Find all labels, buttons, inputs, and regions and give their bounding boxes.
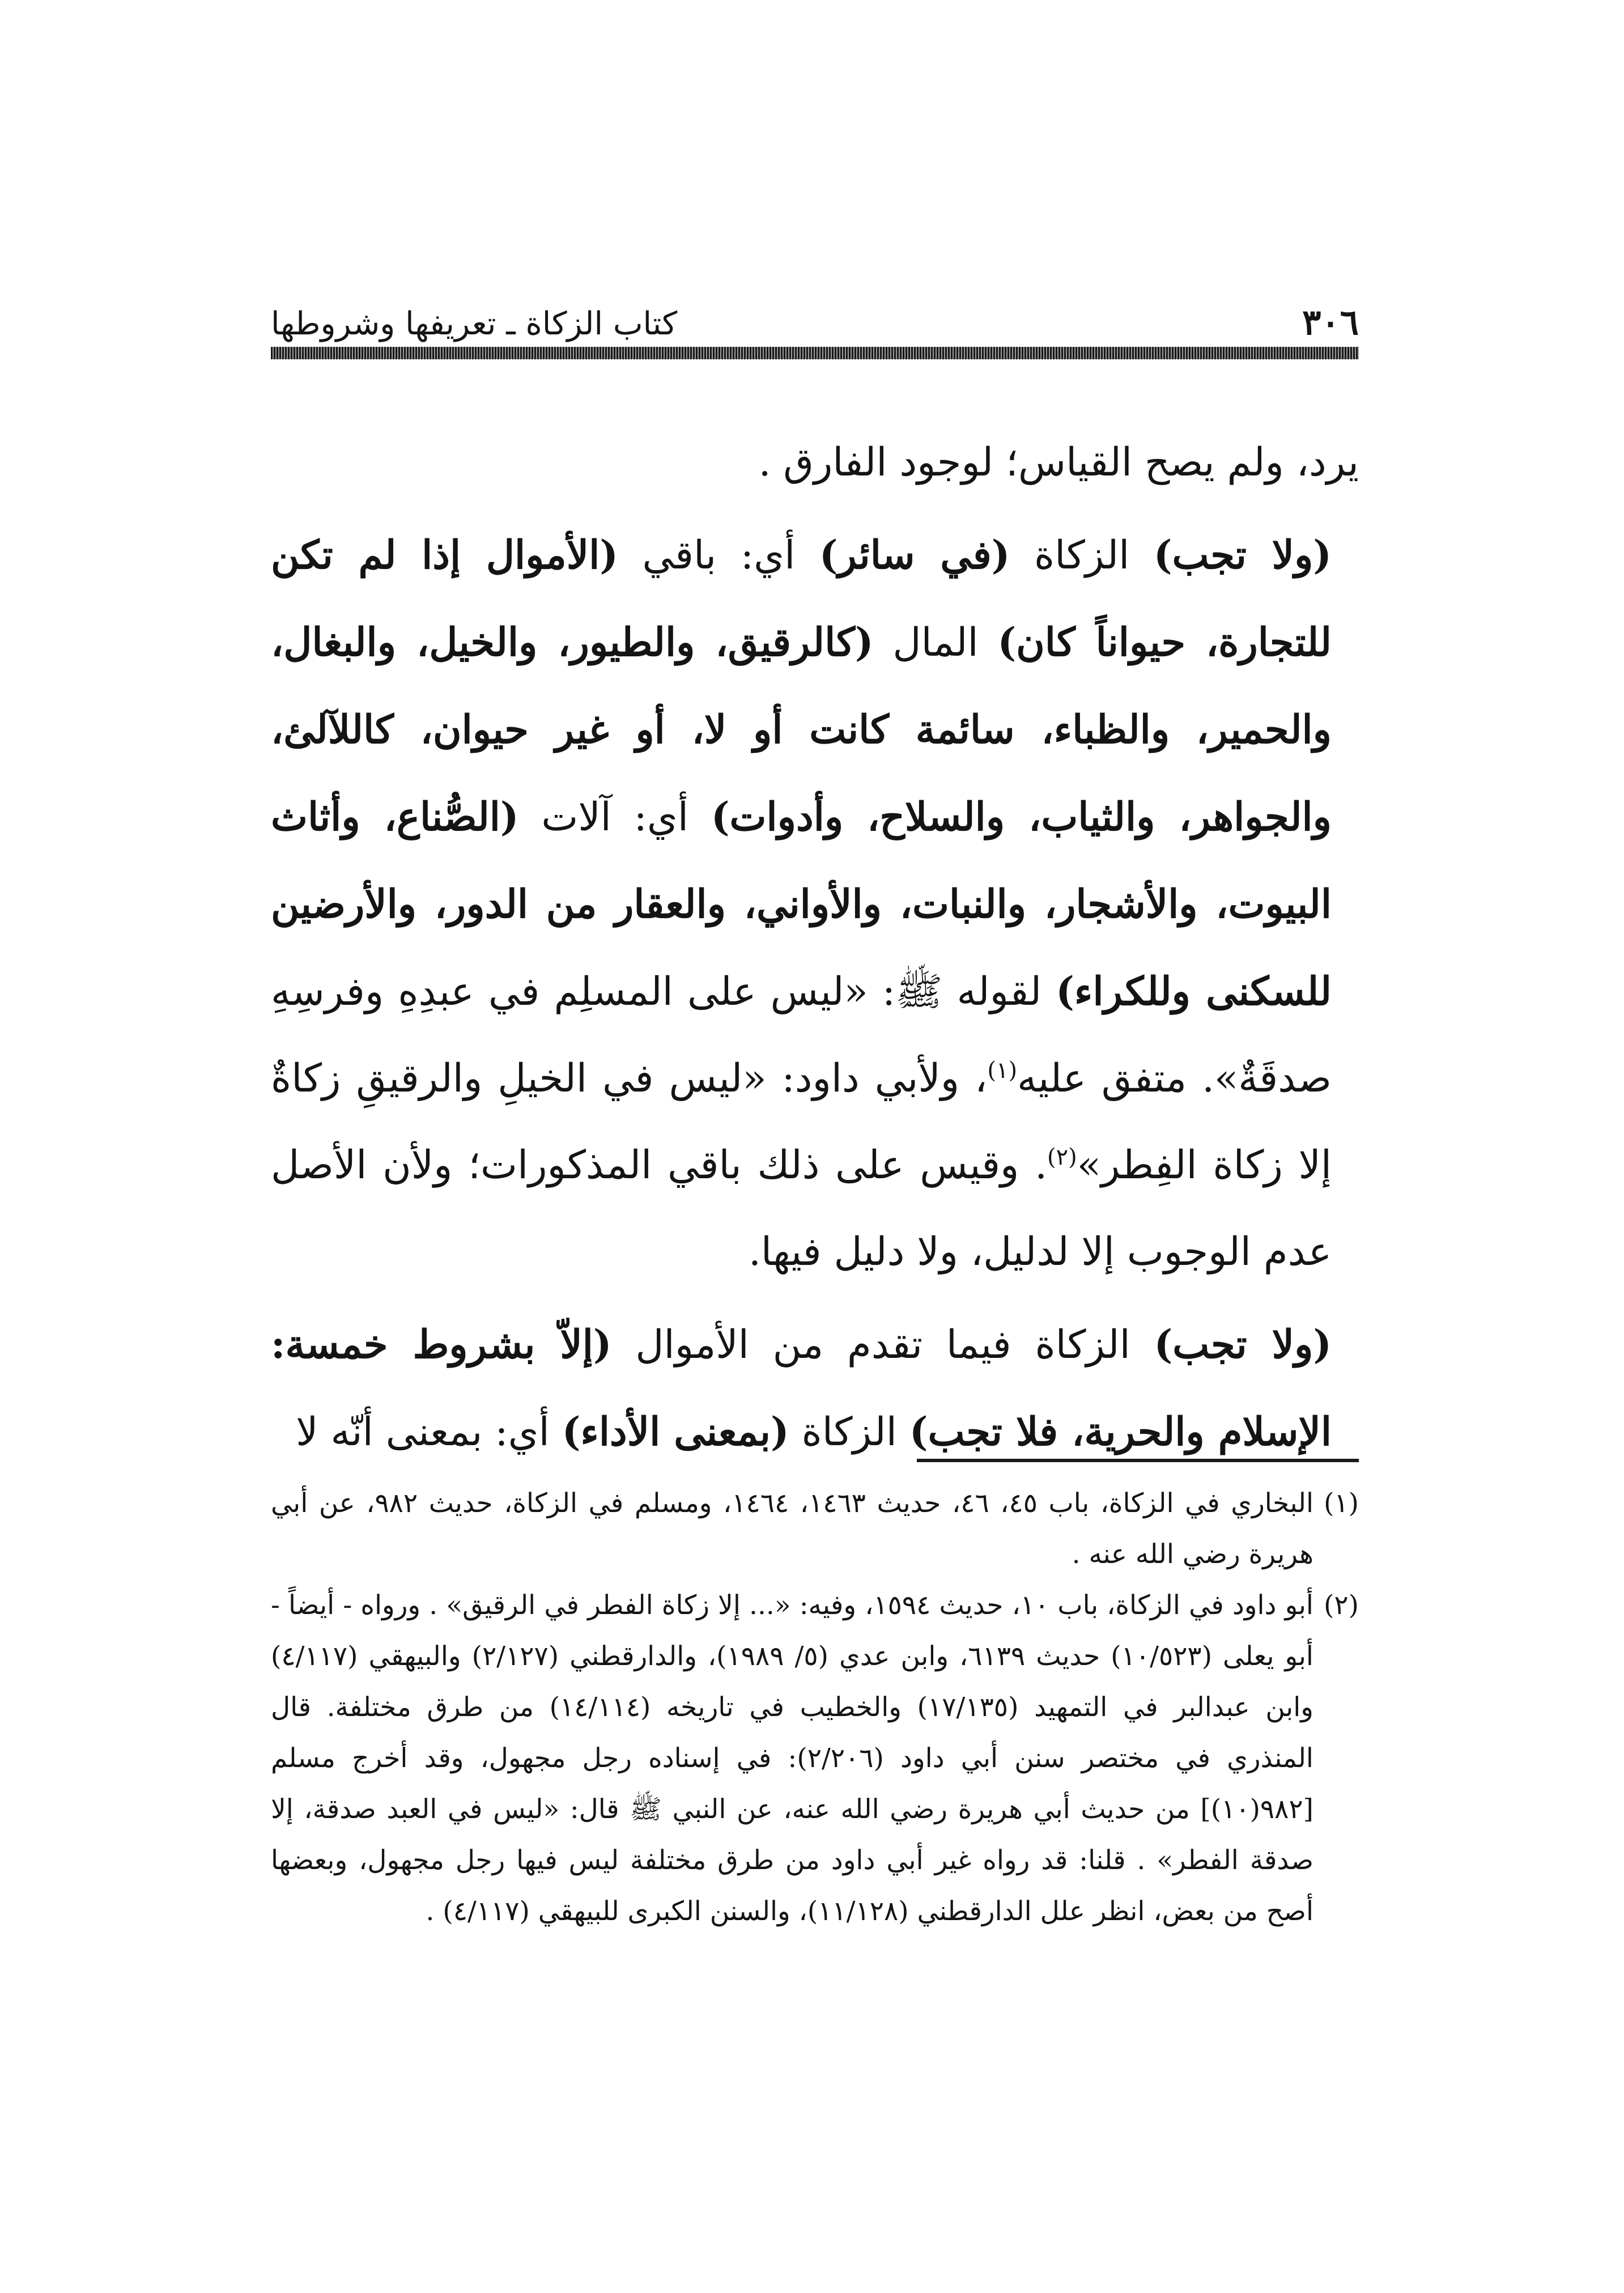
sharh-text: أي: آلات	[518, 795, 711, 840]
sharh-text: ، ولأبي داود: «ليس في الخيلِ والرقيقِ زكاةٌ إلا زكاة الفِطر»	[271, 1056, 1332, 1188]
footnote-2	[271, 1580, 1359, 1937]
footnote-ref-1[interactable]: (١)	[987, 1058, 1018, 1084]
footnotes	[271, 1478, 1359, 1937]
book-page	[271, 0, 1359, 2293]
page-header	[271, 278, 1359, 343]
sharh-text: لقوله ﷺ: «ليس على المسلِم في عبدِهِ وفرسِهِ صدقَةٌ». متفق عليه	[271, 969, 1332, 1101]
matn-text: (الأموال إذا لم تكن للتجارة، حيواناً كان)	[271, 532, 1332, 665]
page-number: ٣٠٦	[1302, 302, 1359, 343]
sharh-text: المال	[873, 620, 998, 665]
matn-text: (في سائر)	[819, 532, 1010, 578]
footnote-1	[271, 1478, 1359, 1580]
sharh-text: أي: بمعنى أنّه لا	[296, 1409, 562, 1455]
matn-text: (الصُّناع، وأثاث البيوت، والأشجار، والنبات، والأواني، والعقار من الدور، والأرضين للسكنى وللكراء)	[271, 794, 1332, 1014]
paragraph-1: يرد، ولم يصح القياس؛ لوجود الفارق .	[758, 440, 1359, 485]
footnote-text: البخاري في الزكاة، باب ٤٥، ٤٦، حديث ١٤٦٣، ١٤٦٤، ومسلم في الزكاة، حديث ٩٨٢، عن أبي هريرة رضي الله عنه .	[271, 1488, 1314, 1570]
running-title: كتاب الزكاة ـ تعريفها وشروطها	[271, 305, 678, 342]
header-rule	[271, 347, 1359, 359]
matn-text: (بمعنى الأداء)	[562, 1409, 789, 1455]
matn-text: (ولا تجب)	[1154, 1322, 1332, 1368]
sharh-text: أي: باقي	[618, 533, 819, 578]
sharh-text: . وقيس على ذلك باقي المذكورات؛ ولأن الأصل عدم الوجوب إلا لدليل، ولا دليل فيها.	[271, 1143, 1332, 1275]
matn-text: (ولا تجب)	[1153, 532, 1332, 578]
main-text	[271, 419, 1359, 1476]
sharh-text: الزكاة فيما تقدم من الأموال	[611, 1322, 1154, 1368]
matn-text: (كالرقيق، والطيور، والخيل، والبغال، والحمير، والظباء، سائمة كانت أو لا، أو غير حيوان، كاللآلئ، والجواهر، والثياب، والسلاح، وأدوات)	[271, 619, 1332, 840]
matn-text: (إلاّ بشروط خمسة: الإسلام والحرية، فلا تجب)	[271, 1322, 1332, 1455]
sharh-text: الزكاة	[789, 1409, 909, 1455]
footnote-number: (٢)	[1324, 1590, 1359, 1621]
paragraph-3	[271, 1301, 1359, 1476]
footnote-ref-2[interactable]: (٢)	[1047, 1144, 1077, 1170]
footnote-number: (١)	[1324, 1488, 1359, 1519]
paragraph-2	[271, 512, 1359, 1296]
footnote-separator	[917, 1459, 1359, 1462]
footnote-text: أبو داود في الزكاة، باب ١٠، حديث ١٥٩٤، وفيه: «... إلا زكاة الفطر في الرقيق» . ورواه - أيضاً - أبو يعلى (١٠/٥٢٣) حديث ٦١٣٩، وابن عدي (٥/ ١٩٨٩)، والدارقطني (٢/١٢٧) والبيهقي (٤/١١٧) وابن عبدالبر في التمهيد (١٧/١٣٥) والخطيب في تاريخه (١٤/١١٤) من طرق مختلفة. قال المنذري في مختصر سنن أبي داود (٢/٢٠٦): في إسناده رجل مجهول، وقد أخرج مسلم [٩٨٢(١٠)] من حديث أبي هريرة رضي الله عنه، عن النبي ﷺ قال: «ليس في العبد صدقة، إلا صدقة الفطر» . قلنا: قد رواه غير أبي داود من طرق مختلفة ليس فيها رجل مجهول، وبعضها أصح من بعض، انظر علل الدارقطني (١١/١٢٨)، والسنن الكبرى للبيهقي (٤/١١٧) .	[271, 1590, 1313, 1927]
sharh-text: الزكاة	[1010, 533, 1154, 578]
